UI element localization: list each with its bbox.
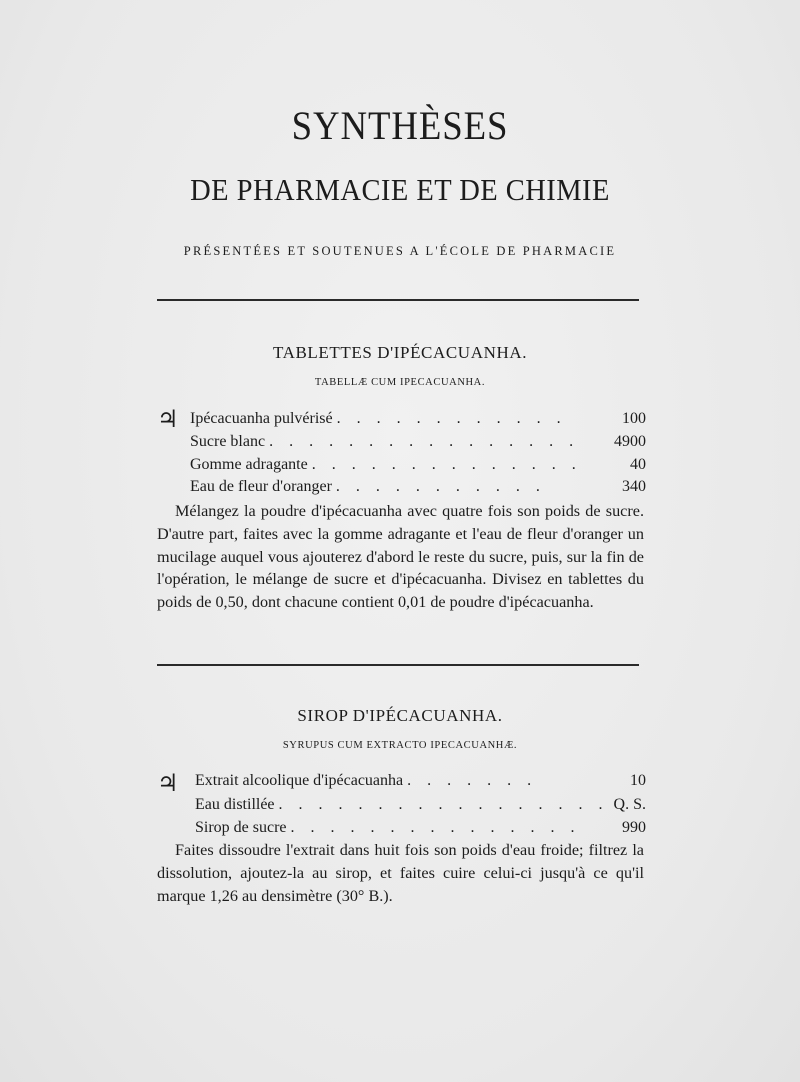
leader-dots: . . . . . . . (407, 772, 538, 789)
ingredient-name: Ipécacuanha pulvérisé (190, 410, 333, 427)
leader-dots: . . . . . . . . . . . . . . . (290, 819, 581, 836)
ingredient-row (190, 410, 567, 428)
document-subtitle: DE PHARMACIE ET DE CHIMIE (190, 172, 610, 207)
ingredient-row (195, 772, 537, 790)
ingredient-name: Sirop de sucre (195, 819, 287, 836)
ingredient-quantity: 100 (622, 410, 646, 427)
section-2-title: SIROP D'IPÉCACUANHA. (297, 706, 503, 725)
leader-dots: . . . . . . . . . . . . . . (311, 456, 582, 473)
section-2-subtitle: SYRUPUS CUM EXTRACTO IPECACUANHÆ. (282, 740, 518, 751)
instructions-text: Faites dissoudre l'extrait dans huit fois son poids d'eau froide; filtrez la dissolution, ajoutez-la au sirop, et faites cuire celui-ci jusqu'à ce qu'il marque 1,26 au densimètre (30° B.). (157, 841, 644, 905)
section-1-instructions (157, 500, 644, 614)
section-1-title: TABLETTES D'IPÉCACUANHA. (272, 343, 528, 362)
ingredient-quantity: Q. S. (613, 796, 646, 813)
ingredient-quantity: 40 (630, 456, 646, 473)
document-title: SYNTHÈSES (291, 103, 509, 148)
rx-symbol-icon: ♃ (157, 771, 179, 797)
document-tagline: PRÉSENTÉES ET SOUTENUES A L'ÉCOLE DE PHARMACIE (183, 244, 617, 258)
ingredient-quantity: 990 (622, 819, 646, 836)
divider-middle (157, 664, 639, 666)
ingredient-row (195, 796, 609, 814)
ingredient-name: Sucre blanc (190, 433, 266, 450)
ingredient-quantity: 340 (622, 478, 646, 495)
ingredient-name: Eau distillée (195, 796, 275, 813)
leader-dots: . . . . . . . . . . . . (336, 410, 567, 427)
ingredient-name: Gomme adragante (190, 456, 308, 473)
ingredient-row (190, 478, 546, 496)
ingredient-row (190, 456, 582, 474)
divider-top (157, 299, 639, 301)
rx-symbol-icon: ♃ (157, 407, 179, 433)
ingredient-quantity: 10 (630, 772, 646, 789)
leader-dots: . . . . . . . . . . . . . . . . . (278, 796, 609, 813)
ingredient-name: Extrait alcoolique d'ipécacuanha (195, 772, 404, 789)
leader-dots: . . . . . . . . . . . (335, 478, 546, 495)
ingredient-name: Eau de fleur d'oranger (190, 478, 332, 495)
section-2-instructions (157, 839, 644, 907)
instructions-text: Mélangez la poudre d'ipécacuanha avec quatre fois son poids de sucre. D'autre part, faites avec la gomme adragante et l'eau de fleur d'oranger un mucilage auquel vous ajouterez d'abord le reste du sucre, puis, sur la fin de l'opération, le mélange de sucre et d'ipécacuanha. Divisez en tablettes du poids de 0,50, dont chacune contient 0,01 de poudre d'ipécacuanha. (157, 502, 644, 612)
section-1-subtitle: TABELLÆ CUM IPECACUANHA. (314, 377, 486, 388)
ingredient-row (190, 433, 579, 451)
ingredient-row (195, 819, 581, 837)
leader-dots: . . . . . . . . . . . . . . . . (269, 433, 580, 450)
ingredient-quantity: 4900 (614, 433, 646, 450)
